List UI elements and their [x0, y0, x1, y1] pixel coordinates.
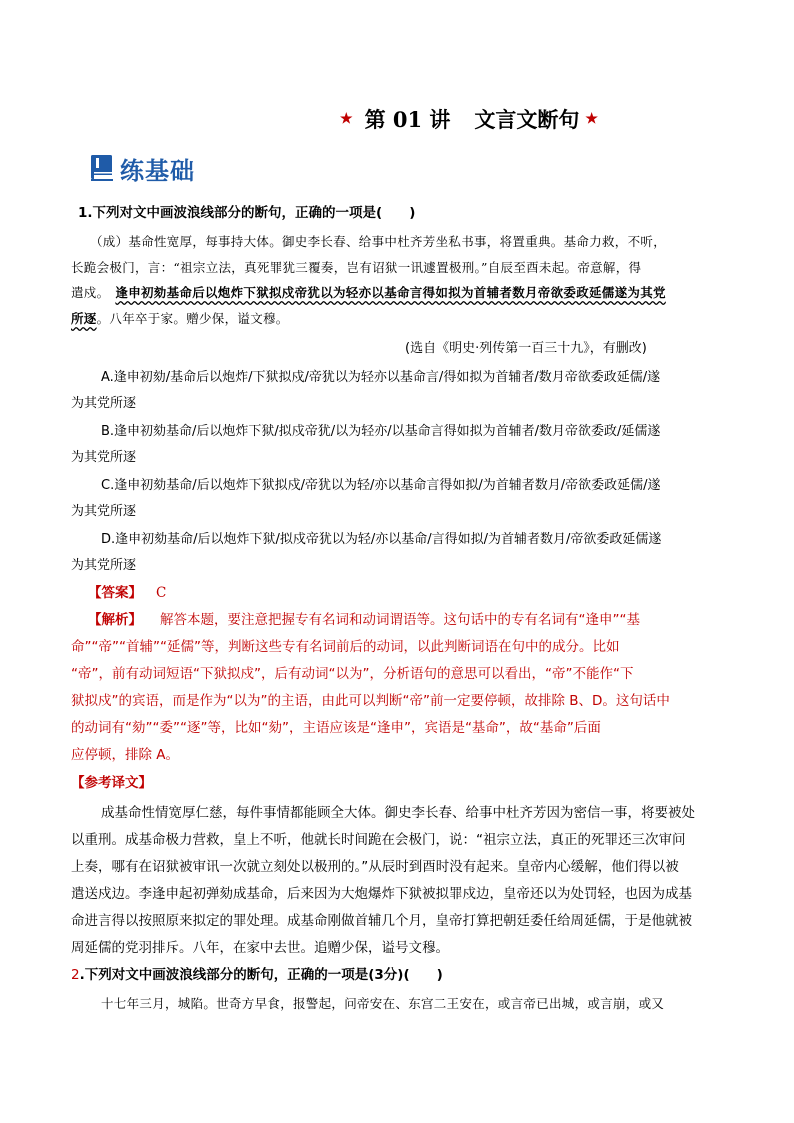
question-2-text: .下列对文中画波浪线部分的断句，正确的一项是(3分)( )	[79, 967, 443, 983]
passage-segment: 遣戍。	[71, 285, 110, 300]
passage-line-wavy	[71, 309, 289, 328]
lecture-number: 第 01 讲	[364, 107, 451, 132]
analysis-line: 解答本题，要注意把握专有名词和动词谓语等。这句话中的专有名词有“逢申”“基	[160, 612, 640, 628]
option-c-cont: 为其党所逐	[71, 504, 137, 519]
lecture-topic: 文言文断句	[474, 107, 580, 132]
wavy-underlined-text: 逢申初劾基命后以炮炸下狱拟戍帝犹以为轻亦以基命言得如拟为首辅者数月帝欲委政延儒遂为其党	[115, 285, 666, 300]
translation-line: 成基命性情宽厚仁慈，每件事情都能顾全大体。御史李长春、给事中杜齐芳因为密信一事，将要被处	[101, 805, 695, 821]
question-2-number: 2	[71, 967, 80, 983]
book-icon	[90, 154, 114, 182]
star-icon: ★	[340, 111, 353, 127]
passage-source: (选自《明史·列传第一百三十九》，有删改)	[405, 341, 647, 356]
translation-line: 命进言得以按照原来拟定的罪处理。成基命刚做首辅几个月，皇帝打算把朝廷委任给周延儒，于是他就被	[71, 913, 692, 929]
option-d-cont: 为其党所逐	[71, 558, 137, 573]
page-title	[340, 103, 598, 135]
analysis-line: 狱拟戍”的宾语，而是作为“以为”的主语，由此可以判断“帝”前一定要停顿，故排除 B、D。这句话中	[71, 693, 670, 709]
analysis-label: 【解析】	[88, 612, 142, 628]
passage-line: 长跪会极门，言：“祖宗立法，真死罪犹三覆奏，岂有诏狱一讯遽置极刑。”自辰至酉未起。帝意解，得	[71, 260, 642, 275]
analysis-line: 应停顿，排除 A。	[71, 747, 180, 763]
passage-line-wavy	[71, 283, 666, 302]
answer-label: 【答案】	[88, 585, 142, 601]
translation-line: 遣送戍边。李逢申起初弹劾成基命，后来因为大炮爆炸下狱被拟罪戍边，皇帝还以为处罚轻，也因为成基	[71, 886, 692, 902]
question-2-stem	[71, 963, 443, 983]
question-1-stem: 1.下列对文中画波浪线部分的断句，正确的一项是( )	[78, 205, 416, 221]
option-b: B.逢申初劾基命/后以炮炸下狱/拟戍帝犹/以为轻亦/以基命言得如拟为首辅者/数月帝欲委政/延儒遂	[101, 424, 661, 439]
passage-line: （成）基命性宽厚，每事持大体。御史李长春、给事中杜齐芳坐私书事，将置重典。基命力救，不听，	[90, 234, 667, 249]
analysis-line: “帝”，前有动词短语“下狱拟戍”，后有动词“以为”，分析语句的意思可以看出，“帝”不能作“下	[71, 666, 634, 682]
option-c: C.逢申初劾基命/后以炮炸下狱拟戍/帝犹以为轻/亦以基命言得如拟/为首辅者数月/帝欲委政延儒/遂	[101, 478, 661, 493]
analysis-row	[88, 608, 640, 629]
passage-line: 十七年三月，城陷。世奇方早食，报警起，问帝安在、东宫二王安在，或言帝已出城，或言崩，或又	[101, 996, 665, 1011]
answer-row	[88, 581, 166, 602]
star-icon: ★	[585, 111, 598, 127]
section-label: 练基础	[120, 156, 195, 185]
translation-line: 上奏，哪有在诏狱被审讯一次就立刻处以极刑的。”从辰时到酉时没有起来。皇帝内心缓解，他们得以被	[71, 859, 679, 875]
wavy-underlined-text: 所逐	[71, 311, 97, 326]
analysis-line: 的动词有“劾”“委”“逐”等，比如“劾”，主语应该是“逢申”，宾语是“基命”，故“基命”后面	[71, 720, 601, 736]
translation-line: 周延儒的党羽排斥。八年，在家中去世。追赠少保，谥号文穆。	[71, 940, 449, 956]
option-a: A.逢申初劾/基命后以炮炸/下狱拟戍/帝犹以为轻亦以基命言/得如拟为首辅者/数月帝欲委政延儒/遂	[101, 370, 661, 385]
option-b-cont: 为其党所逐	[71, 450, 137, 465]
answer-value: C	[156, 585, 167, 601]
passage-segment: 。八年卒于家。赠少保，谥文穆。	[96, 311, 289, 326]
option-a-cont: 为其党所逐	[71, 396, 137, 411]
analysis-line: 命”“帝”“首辅”“延儒”等，判断这些专有名词前后的动词，以此判断词语在句中的成分。比如	[71, 639, 620, 655]
section-heading	[90, 150, 195, 186]
translation-line: 以重刑。成基命极力营救，皇上不听，他就长时间跪在会极门，说：“祖宗立法，真正的死罪还三次审问	[71, 832, 686, 848]
translation-label: 【参考译文】	[71, 775, 152, 791]
option-d: D.逢申初劾基命/后以炮炸下狱/拟戍帝犹以为轻/亦以基命/言得如拟/为首辅者数月/帝欲委政延儒遂	[101, 532, 662, 547]
